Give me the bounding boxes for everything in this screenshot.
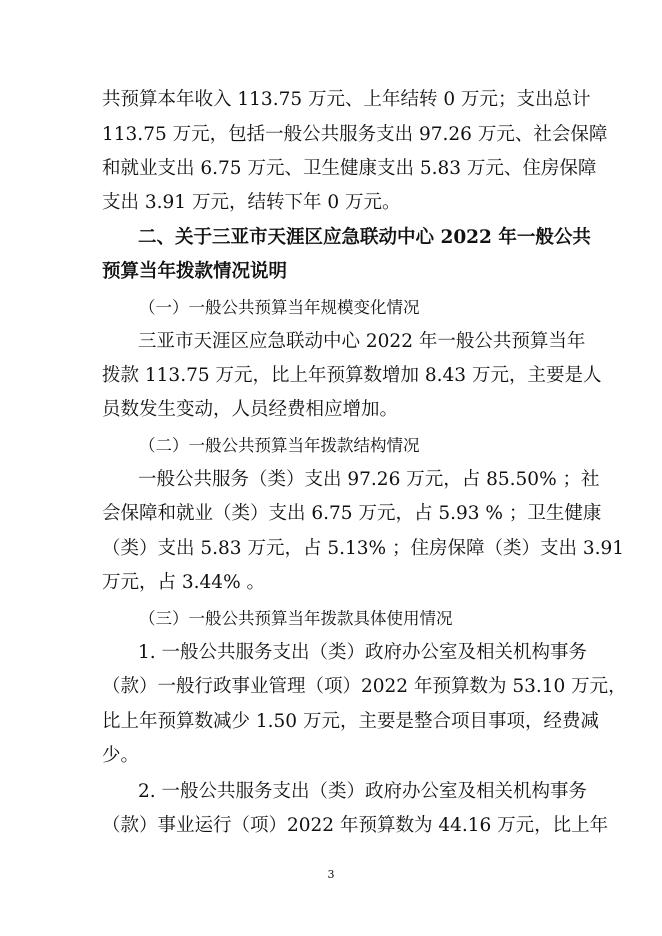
- page-number: 3: [327, 868, 335, 881]
- list-item-line: 比上年预算数减少 1.50 万元，主要是整合项目事项，经费减: [102, 711, 599, 732]
- paragraph-line: 员数发生变动，人员经费相应增加。: [102, 399, 399, 420]
- list-item-line: （款）事业运行（项）2022 年预算数为 44.16 万元，比上年: [102, 815, 609, 836]
- paragraph-line: 拨款 113.75 万元，比上年预算数增加 8.43 万元，主要是人: [102, 365, 602, 386]
- paragraph-line: 113.75 万元，包括一般公共服务支出 97.26 万元、社会保障: [102, 124, 608, 145]
- list-item-line: （款）一般行政事业管理（项）2022 年预算数为 53.10 万元，: [102, 676, 627, 697]
- section-heading: 二、关于三亚市天涯区应急联动中心 2022 年一般公共: [138, 227, 591, 248]
- subsection-title: （一）一般公共预算当年规模变化情况: [139, 298, 420, 317]
- paragraph-line: 万元，占 3.44% 。: [102, 572, 266, 593]
- paragraph-line: 会保障和就业（类）支出 6.75 万元，占 5.93 % ；卫生健康: [102, 503, 602, 524]
- paragraph-line: 三亚市天涯区应急联动中心 2022 年一般公共预算当年: [138, 331, 586, 352]
- list-item-line: 1. 一般公共服务支出（类）政府办公室及相关机构事务: [138, 642, 588, 663]
- paragraph-line: 支出 3.91 万元，结转下年 0 万元。: [102, 192, 401, 213]
- subsection-title: （三）一般公共预算当年拨款具体使用情况: [139, 609, 453, 628]
- section-heading: 预算当年拨款情况说明: [102, 261, 288, 282]
- paragraph-line: 和就业支出 6.75 万元、卫生健康支出 5.83 万元、住房保障: [102, 158, 597, 179]
- subsection-title: （二）一般公共预算当年拨款结构情况: [139, 436, 420, 455]
- paragraph-line: 共预算本年收入 113.75 万元、上年结转 0 万元；支出总计: [102, 89, 591, 110]
- paragraph-line: （类）支出 5.83 万元，占 5.13% ；住房保障（类）支出 3.91: [102, 538, 625, 559]
- paragraph-line: 一般公共服务（类）支出 97.26 万元，占 85.50% ；社: [138, 469, 600, 490]
- list-item-line: 2. 一般公共服务支出（类）政府办公室及相关机构事务: [138, 781, 588, 802]
- list-item-line: 少。: [102, 745, 140, 766]
